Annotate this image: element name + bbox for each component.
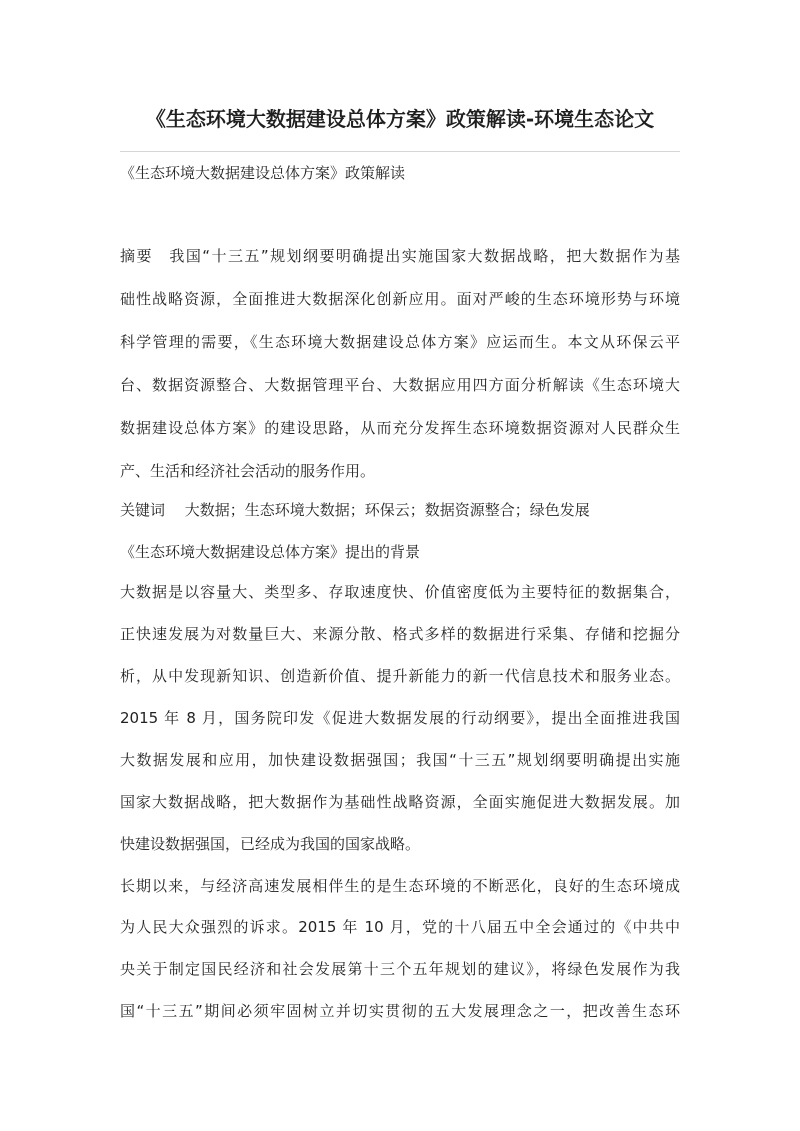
paragraph2-line-2: 为人民大众强烈的诉求。2015 年 10 月，党的十八届五中全会通过的《中共中 <box>120 918 680 936</box>
abstract-line-4: 台、数据资源整合、大数据管理平台、大数据应用四方面分析解读《生态环境大 <box>120 376 680 394</box>
paragraph-line-4: 2015 年 8 月，国务院印发《促进大数据发展的行动纲要》，提出全面推进我国 <box>120 709 680 727</box>
paragraph-line-5: 大数据发展和应用，加快建设数据强国；我国“十三五”规划纲要明确提出实施 <box>120 751 680 769</box>
document-title: 《生态环境大数据建设总体方案》政策解读-环境生态论文 <box>145 107 655 131</box>
document-subtitle: 《生态环境大数据建设总体方案》政策解读 <box>120 164 406 182</box>
paragraph-line-6: 国家大数据战略，把大数据作为基础性战略资源，全面实施促进大数据发展。加 <box>120 793 680 811</box>
section-heading: 《生态环境大数据建设总体方案》提出的背景 <box>120 543 421 561</box>
title-divider <box>120 151 680 152</box>
abstract-line-3: 科学管理的需要，《生态环境大数据建设总体方案》应运而生。本文从环保云平 <box>120 333 680 351</box>
paragraph2-line-1: 长期以来，与经济高速发展相伴生的是生态环境的不断恶化，良好的生态环境成 <box>120 877 680 895</box>
paragraph2-line-3: 央关于制定国民经济和社会发展第十三个五年规划的建议》，将绿色发展作为我 <box>120 960 680 978</box>
keywords-line: 关键词 大数据；生态环境大数据；环保云；数据资源整合；绿色发展 <box>120 501 590 519</box>
paragraph-line-2: 正快速发展为对数量巨大、来源分散、格式多样的数据进行采集、存储和挖掘分 <box>120 625 680 643</box>
paragraph-line-3: 析，从中发现新知识、创造新价值、提升新能力的新一代信息技术和服务业态。 <box>120 667 680 685</box>
abstract-line-6: 产、生活和经济社会活动的服务作用。 <box>120 462 376 480</box>
abstract-line-5: 数据建设总体方案》的建设思路，从而充分发挥生态环境数据资源对人民群众生 <box>120 419 680 437</box>
paragraph-line-1: 大数据是以容量大、类型多、存取速度快、价值密度低为主要特征的数据集合， <box>120 583 680 601</box>
abstract-line-2: 础性战略资源，全面推进大数据深化创新应用。面对严峻的生态环境形势与环境 <box>120 290 680 308</box>
paragraph-line-7: 快建设数据强国，已经成为我国的国家战略。 <box>120 835 421 853</box>
abstract-line-1: 摘要 我国“十三五”规划纲要明确提出实施国家大数据战略，把大数据作为基 <box>120 247 680 265</box>
paragraph2-line-4: 国“十三五”期间必须牢固树立并切实贯彻的五大发展理念之一，把改善生态环 <box>120 1002 680 1020</box>
